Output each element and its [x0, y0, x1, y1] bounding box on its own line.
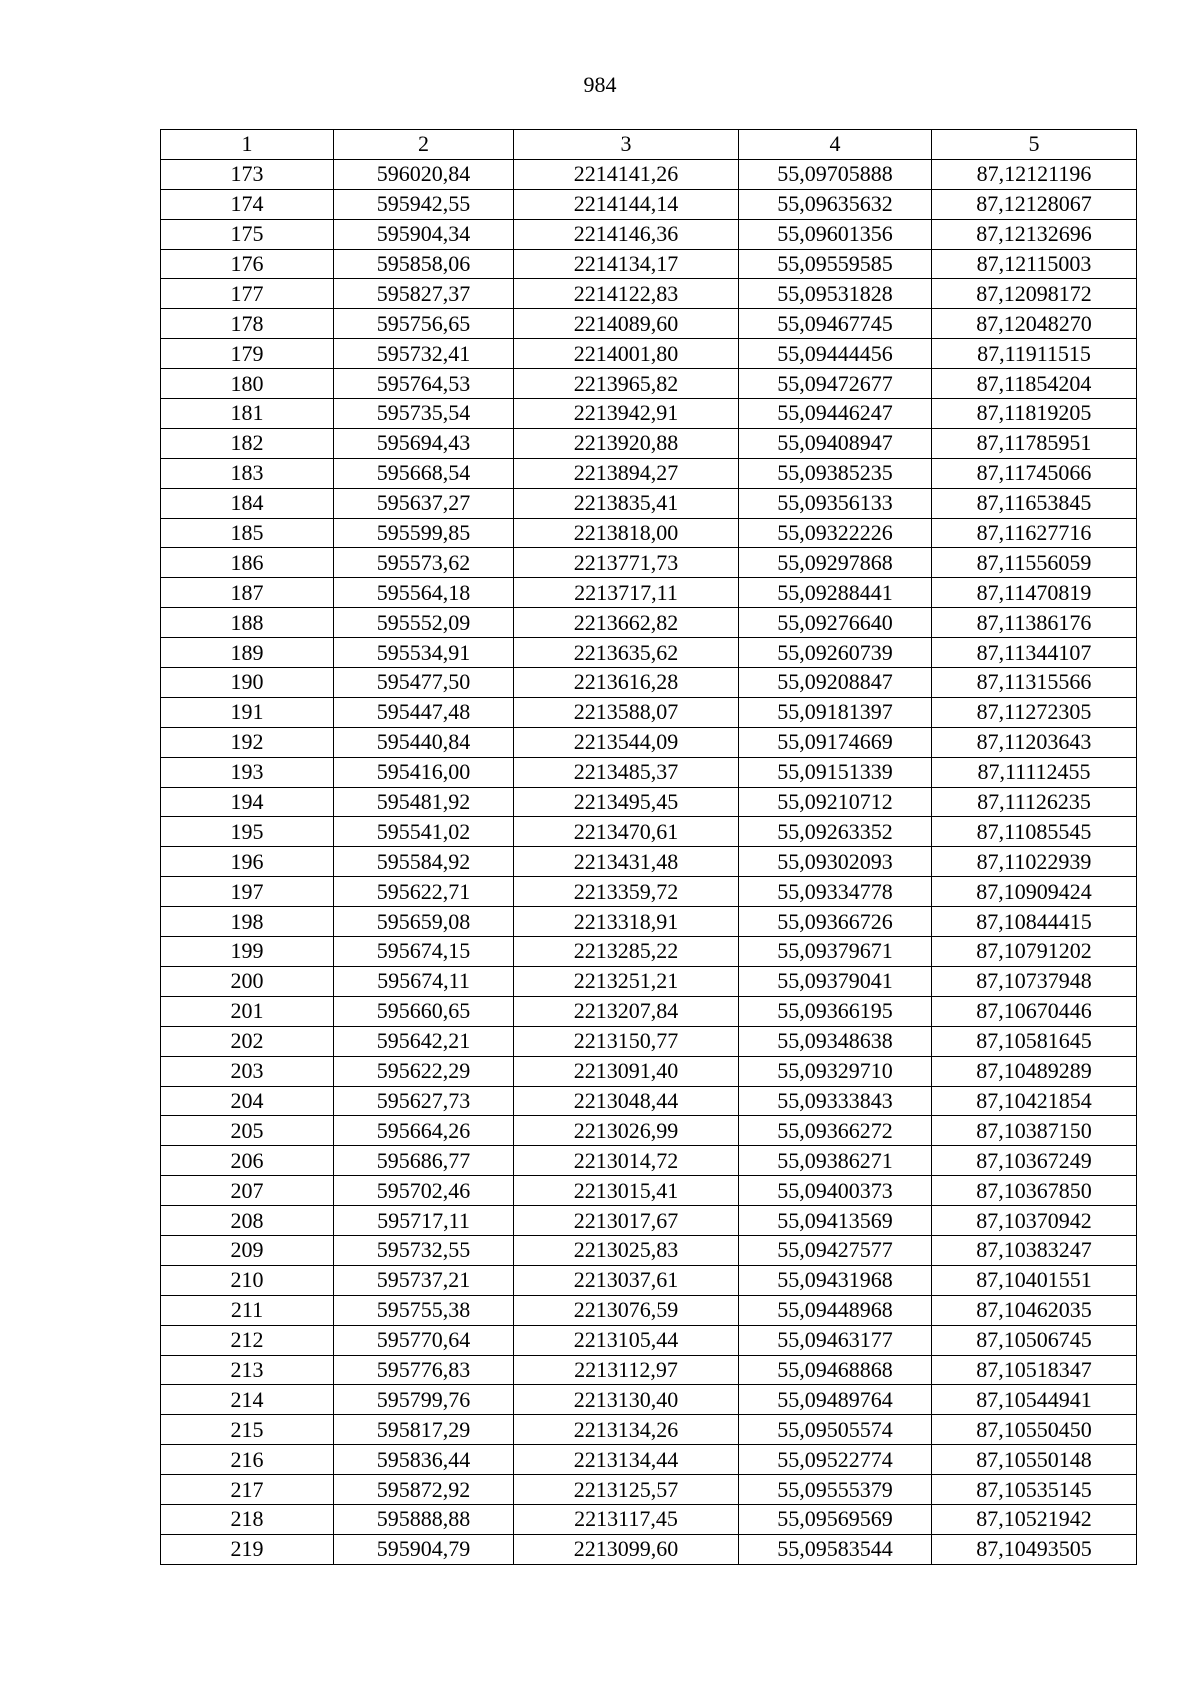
table-cell: 87,11653845: [932, 488, 1137, 518]
table-cell: 87,10401551: [932, 1265, 1137, 1295]
table-cell: 595660,65: [334, 996, 514, 1026]
table-cell: 596020,84: [334, 159, 514, 189]
table-cell: 55,09348638: [739, 1026, 932, 1056]
table-cell: 595776,83: [334, 1355, 514, 1385]
table-cell: 55,09446247: [739, 399, 932, 429]
table-cell: 595659,08: [334, 907, 514, 937]
table-row: [161, 1355, 1137, 1385]
table-cell: 87,10493505: [932, 1534, 1137, 1564]
table-cell: 87,11627716: [932, 518, 1137, 548]
table-cell: 218: [161, 1504, 334, 1534]
table-cell: 595564,18: [334, 578, 514, 608]
table-cell: 55,09505574: [739, 1415, 932, 1445]
table-cell: 208: [161, 1206, 334, 1236]
table-cell: 87,11315566: [932, 668, 1137, 698]
table-row: [161, 1445, 1137, 1475]
table-cell: 55,09569569: [739, 1504, 932, 1534]
table-row: [161, 1504, 1137, 1534]
table-cell: 595904,79: [334, 1534, 514, 1564]
table-cell: 55,09333843: [739, 1086, 932, 1116]
table-cell: 2213112,97: [514, 1355, 739, 1385]
table-cell: 2213616,28: [514, 668, 739, 698]
table-cell: 595627,73: [334, 1086, 514, 1116]
table-cell: 214: [161, 1385, 334, 1415]
table-row: [161, 727, 1137, 757]
table-cell: 87,11085545: [932, 817, 1137, 847]
table-cell: 87,11112455: [932, 757, 1137, 787]
coordinates-table: [160, 129, 1137, 1565]
table-cell: 55,09288441: [739, 578, 932, 608]
table-row: [161, 159, 1137, 189]
table-row: [161, 937, 1137, 967]
table-cell: 205: [161, 1116, 334, 1146]
table-cell: 87,12115003: [932, 249, 1137, 279]
table-cell: 87,10367850: [932, 1176, 1137, 1206]
table-row: [161, 1176, 1137, 1206]
table-cell: 189: [161, 638, 334, 668]
table-cell: 87,11470819: [932, 578, 1137, 608]
table-cell: 55,09174669: [739, 727, 932, 757]
table-cell: 595534,91: [334, 638, 514, 668]
table-cell: 55,09635632: [739, 189, 932, 219]
table-cell: 55,09408947: [739, 428, 932, 458]
table-row: [161, 638, 1137, 668]
table-cell: 87,11556059: [932, 548, 1137, 578]
table-cell: 595447,48: [334, 697, 514, 727]
table-cell: 595732,55: [334, 1235, 514, 1265]
table-cell: 595737,21: [334, 1265, 514, 1295]
table-cell: 2213017,67: [514, 1206, 739, 1236]
table-cell: 199: [161, 937, 334, 967]
table-cell: 87,12098172: [932, 279, 1137, 309]
table-cell: 87,10544941: [932, 1385, 1137, 1415]
column-header: 4: [739, 130, 932, 160]
table-cell: 595827,37: [334, 279, 514, 309]
table-cell: 55,09263352: [739, 817, 932, 847]
table-cell: 87,10791202: [932, 937, 1137, 967]
table-row: [161, 1235, 1137, 1265]
table-cell: 595622,29: [334, 1056, 514, 1086]
table-cell: 595755,38: [334, 1295, 514, 1325]
header-row: [161, 130, 1137, 160]
table-row: [161, 817, 1137, 847]
table-cell: 595599,85: [334, 518, 514, 548]
table-cell: 203: [161, 1056, 334, 1086]
table-row: [161, 996, 1137, 1026]
table-row: [161, 458, 1137, 488]
table-cell: 595584,92: [334, 847, 514, 877]
table-cell: 2213251,21: [514, 966, 739, 996]
table-cell: 55,09379671: [739, 937, 932, 967]
table-row: [161, 1475, 1137, 1505]
table-row: [161, 279, 1137, 309]
table-cell: 87,11745066: [932, 458, 1137, 488]
table-cell: 87,11344107: [932, 638, 1137, 668]
table-cell: 87,10387150: [932, 1116, 1137, 1146]
table-cell: 2213207,84: [514, 996, 739, 1026]
table-cell: 196: [161, 847, 334, 877]
table-cell: 2213134,26: [514, 1415, 739, 1445]
table-cell: 210: [161, 1265, 334, 1295]
table-cell: 55,09400373: [739, 1176, 932, 1206]
table-row: [161, 1534, 1137, 1564]
table-cell: 216: [161, 1445, 334, 1475]
table-cell: 186: [161, 548, 334, 578]
table-cell: 198: [161, 907, 334, 937]
table-cell: 2213470,61: [514, 817, 739, 847]
table-cell: 87,10370942: [932, 1206, 1137, 1236]
table-cell: 2213717,11: [514, 578, 739, 608]
table-row: [161, 668, 1137, 698]
table-cell: 192: [161, 727, 334, 757]
table-row: [161, 787, 1137, 817]
table-row: [161, 428, 1137, 458]
table-cell: 87,10670446: [932, 996, 1137, 1026]
table-cell: 2213485,37: [514, 757, 739, 787]
table-cell: 55,09181397: [739, 697, 932, 727]
table-cell: 187: [161, 578, 334, 608]
table-cell: 87,12132696: [932, 219, 1137, 249]
table-cell: 87,10421854: [932, 1086, 1137, 1116]
table-cell: 55,09467745: [739, 309, 932, 339]
table-cell: 2213150,77: [514, 1026, 739, 1056]
table-row: [161, 757, 1137, 787]
table-cell: 87,11819205: [932, 399, 1137, 429]
table-cell: 87,10535145: [932, 1475, 1137, 1505]
table-cell: 179: [161, 339, 334, 369]
table-cell: 195: [161, 817, 334, 847]
table-cell: 55,09468868: [739, 1355, 932, 1385]
table-cell: 55,09427577: [739, 1235, 932, 1265]
table-cell: 175: [161, 219, 334, 249]
table-cell: 55,09472677: [739, 369, 932, 399]
table-cell: 217: [161, 1475, 334, 1505]
table-cell: 2213025,83: [514, 1235, 739, 1265]
table-row: [161, 1415, 1137, 1445]
table-cell: 55,09444456: [739, 339, 932, 369]
table-cell: 595637,27: [334, 488, 514, 518]
table-cell: 2213588,07: [514, 697, 739, 727]
table-cell: 2213099,60: [514, 1534, 739, 1564]
table-cell: 2214134,17: [514, 249, 739, 279]
table-row: [161, 1206, 1137, 1236]
table-cell: 55,09559585: [739, 249, 932, 279]
table-cell: 2213125,57: [514, 1475, 739, 1505]
table-cell: 178: [161, 309, 334, 339]
table-cell: 595668,54: [334, 458, 514, 488]
table-cell: 2214089,60: [514, 309, 739, 339]
table-cell: 2213835,41: [514, 488, 739, 518]
table-cell: 595642,21: [334, 1026, 514, 1056]
table-cell: 2213037,61: [514, 1265, 739, 1295]
table-cell: 55,09302093: [739, 847, 932, 877]
table-cell: 55,09583544: [739, 1534, 932, 1564]
table-cell: 211: [161, 1295, 334, 1325]
table-cell: 87,12048270: [932, 309, 1137, 339]
table-header: [161, 130, 1137, 160]
table-cell: 87,11785951: [932, 428, 1137, 458]
table-cell: 180: [161, 369, 334, 399]
table-cell: 55,09208847: [739, 668, 932, 698]
table-cell: 176: [161, 249, 334, 279]
table-row: [161, 369, 1137, 399]
table-cell: 55,09366726: [739, 907, 932, 937]
table-cell: 595674,15: [334, 937, 514, 967]
table-cell: 2214146,36: [514, 219, 739, 249]
table-cell: 87,10462035: [932, 1295, 1137, 1325]
table-cell: 2213048,44: [514, 1086, 739, 1116]
table-cell: 2213285,22: [514, 937, 739, 967]
table-cell: 55,09386271: [739, 1146, 932, 1176]
table-cell: 595477,50: [334, 668, 514, 698]
table-cell: 55,09522774: [739, 1445, 932, 1475]
table-cell: 55,09322226: [739, 518, 932, 548]
table-cell: 2213495,45: [514, 787, 739, 817]
table-cell: 87,11386176: [932, 608, 1137, 638]
table-cell: 184: [161, 488, 334, 518]
table-cell: 595573,62: [334, 548, 514, 578]
table-cell: 2214122,83: [514, 279, 739, 309]
table-row: [161, 907, 1137, 937]
table-row: [161, 1146, 1137, 1176]
table-cell: 2214001,80: [514, 339, 739, 369]
table-cell: 595836,44: [334, 1445, 514, 1475]
column-header: 2: [334, 130, 514, 160]
table-cell: 55,09463177: [739, 1325, 932, 1355]
table-cell: 595764,53: [334, 369, 514, 399]
table-cell: 87,10367249: [932, 1146, 1137, 1176]
table-cell: 55,09366195: [739, 996, 932, 1026]
table-cell: 595541,02: [334, 817, 514, 847]
table-cell: 2213117,45: [514, 1504, 739, 1534]
table-cell: 55,09329710: [739, 1056, 932, 1086]
table-cell: 55,09379041: [739, 966, 932, 996]
table-cell: 2213359,72: [514, 877, 739, 907]
table-cell: 55,09260739: [739, 638, 932, 668]
table-row: [161, 548, 1137, 578]
table-cell: 595942,55: [334, 189, 514, 219]
table-cell: 191: [161, 697, 334, 727]
table-cell: 87,10909424: [932, 877, 1137, 907]
table-cell: 204: [161, 1086, 334, 1116]
table-row: [161, 518, 1137, 548]
table-cell: 182: [161, 428, 334, 458]
table-cell: 595552,09: [334, 608, 514, 638]
table-cell: 2213105,44: [514, 1325, 739, 1355]
table-cell: 2213130,40: [514, 1385, 739, 1415]
table-cell: 87,11022939: [932, 847, 1137, 877]
table-cell: 87,12121196: [932, 159, 1137, 189]
table-cell: 2214141,26: [514, 159, 739, 189]
table-cell: 177: [161, 279, 334, 309]
table-cell: 55,09276640: [739, 608, 932, 638]
table-body: [161, 159, 1137, 1564]
table-row: [161, 697, 1137, 727]
column-header: 3: [514, 130, 739, 160]
table-cell: 595904,34: [334, 219, 514, 249]
table-cell: 55,09705888: [739, 159, 932, 189]
table-cell: 2213894,27: [514, 458, 739, 488]
table-cell: 595735,54: [334, 399, 514, 429]
table-cell: 200: [161, 966, 334, 996]
table-row: [161, 1026, 1137, 1056]
table-row: [161, 1325, 1137, 1355]
table-cell: 183: [161, 458, 334, 488]
table-row: [161, 219, 1137, 249]
table-cell: 87,11272305: [932, 697, 1137, 727]
table-cell: 595702,46: [334, 1176, 514, 1206]
table-cell: 595694,43: [334, 428, 514, 458]
table-cell: 87,10489289: [932, 1056, 1137, 1086]
table-cell: 595622,71: [334, 877, 514, 907]
table-cell: 2213942,91: [514, 399, 739, 429]
table-cell: 87,10506745: [932, 1325, 1137, 1355]
table-cell: 87,10581645: [932, 1026, 1137, 1056]
table-cell: 2213771,73: [514, 548, 739, 578]
table-cell: 174: [161, 189, 334, 219]
table-cell: 595674,11: [334, 966, 514, 996]
table-cell: 595732,41: [334, 339, 514, 369]
table-cell: 55,09297868: [739, 548, 932, 578]
table-cell: 2214144,14: [514, 189, 739, 219]
table-cell: 55,09413569: [739, 1206, 932, 1236]
table-cell: 87,10550450: [932, 1415, 1137, 1445]
table-cell: 595416,00: [334, 757, 514, 787]
table-row: [161, 1265, 1137, 1295]
table-cell: 2213662,82: [514, 608, 739, 638]
table-row: [161, 578, 1137, 608]
table-row: [161, 1295, 1137, 1325]
table-cell: 2213026,99: [514, 1116, 739, 1146]
table-cell: 2213431,48: [514, 847, 739, 877]
table-cell: 87,10383247: [932, 1235, 1137, 1265]
table-cell: 595770,64: [334, 1325, 514, 1355]
table-cell: 181: [161, 399, 334, 429]
table-cell: 55,09385235: [739, 458, 932, 488]
table-cell: 197: [161, 877, 334, 907]
table-cell: 185: [161, 518, 334, 548]
table-cell: 55,09448968: [739, 1295, 932, 1325]
table-cell: 55,09366272: [739, 1116, 932, 1146]
table-cell: 2213544,09: [514, 727, 739, 757]
table-cell: 209: [161, 1235, 334, 1265]
table-cell: 55,09334778: [739, 877, 932, 907]
table-cell: 173: [161, 159, 334, 189]
table-cell: 55,09210712: [739, 787, 932, 817]
table-cell: 190: [161, 668, 334, 698]
table-row: [161, 1385, 1137, 1415]
table-cell: 2213091,40: [514, 1056, 739, 1086]
table-cell: 2213965,82: [514, 369, 739, 399]
table-cell: 595440,84: [334, 727, 514, 757]
table-cell: 595756,65: [334, 309, 514, 339]
table-cell: 2213076,59: [514, 1295, 739, 1325]
table-cell: 55,09489764: [739, 1385, 932, 1415]
column-header: 5: [932, 130, 1137, 160]
table-row: [161, 1056, 1137, 1086]
table-cell: 2213134,44: [514, 1445, 739, 1475]
table-cell: 2213318,91: [514, 907, 739, 937]
page-number: 984: [583, 72, 617, 97]
table-cell: 87,11911515: [932, 339, 1137, 369]
table-cell: 202: [161, 1026, 334, 1056]
table-cell: 2213818,00: [514, 518, 739, 548]
table-cell: 87,10521942: [932, 1504, 1137, 1534]
column-header: 1: [161, 130, 334, 160]
table-cell: 595717,11: [334, 1206, 514, 1236]
table-cell: 55,09531828: [739, 279, 932, 309]
table-row: [161, 189, 1137, 219]
table-cell: 595664,26: [334, 1116, 514, 1146]
table-row: [161, 488, 1137, 518]
table-cell: 2213920,88: [514, 428, 739, 458]
table-row: [161, 249, 1137, 279]
table-cell: 595858,06: [334, 249, 514, 279]
table-cell: 595481,92: [334, 787, 514, 817]
table-cell: 55,09431968: [739, 1265, 932, 1295]
table-cell: 219: [161, 1534, 334, 1564]
table-cell: 212: [161, 1325, 334, 1355]
table-cell: 595686,77: [334, 1146, 514, 1176]
table-cell: 87,12128067: [932, 189, 1137, 219]
table-cell: 188: [161, 608, 334, 638]
table-cell: 55,09151339: [739, 757, 932, 787]
table-cell: 2213635,62: [514, 638, 739, 668]
table-cell: 87,10550148: [932, 1445, 1137, 1475]
table-cell: 194: [161, 787, 334, 817]
table-cell: 595817,29: [334, 1415, 514, 1445]
table-cell: 2213015,41: [514, 1176, 739, 1206]
table-cell: 87,10844415: [932, 907, 1137, 937]
table-cell: 595888,88: [334, 1504, 514, 1534]
table-row: [161, 847, 1137, 877]
table-cell: 207: [161, 1176, 334, 1206]
table-cell: 87,10737948: [932, 966, 1137, 996]
table-row: [161, 309, 1137, 339]
table-cell: 87,10518347: [932, 1355, 1137, 1385]
table-cell: 55,09356133: [739, 488, 932, 518]
table-row: [161, 608, 1137, 638]
table-cell: 595799,76: [334, 1385, 514, 1415]
table-row: [161, 966, 1137, 996]
table-cell: 87,11126235: [932, 787, 1137, 817]
table-cell: 55,09555379: [739, 1475, 932, 1505]
table-cell: 215: [161, 1415, 334, 1445]
table-cell: 87,11854204: [932, 369, 1137, 399]
table-row: [161, 399, 1137, 429]
table-row: [161, 339, 1137, 369]
table-cell: 2213014,72: [514, 1146, 739, 1176]
table-cell: 201: [161, 996, 334, 1026]
table-cell: 213: [161, 1355, 334, 1385]
table-cell: 55,09601356: [739, 219, 932, 249]
table-cell: 87,11203643: [932, 727, 1137, 757]
table-row: [161, 1086, 1137, 1116]
table-row: [161, 1116, 1137, 1146]
table-cell: 206: [161, 1146, 334, 1176]
table-cell: 193: [161, 757, 334, 787]
table-cell: 595872,92: [334, 1475, 514, 1505]
table-row: [161, 877, 1137, 907]
